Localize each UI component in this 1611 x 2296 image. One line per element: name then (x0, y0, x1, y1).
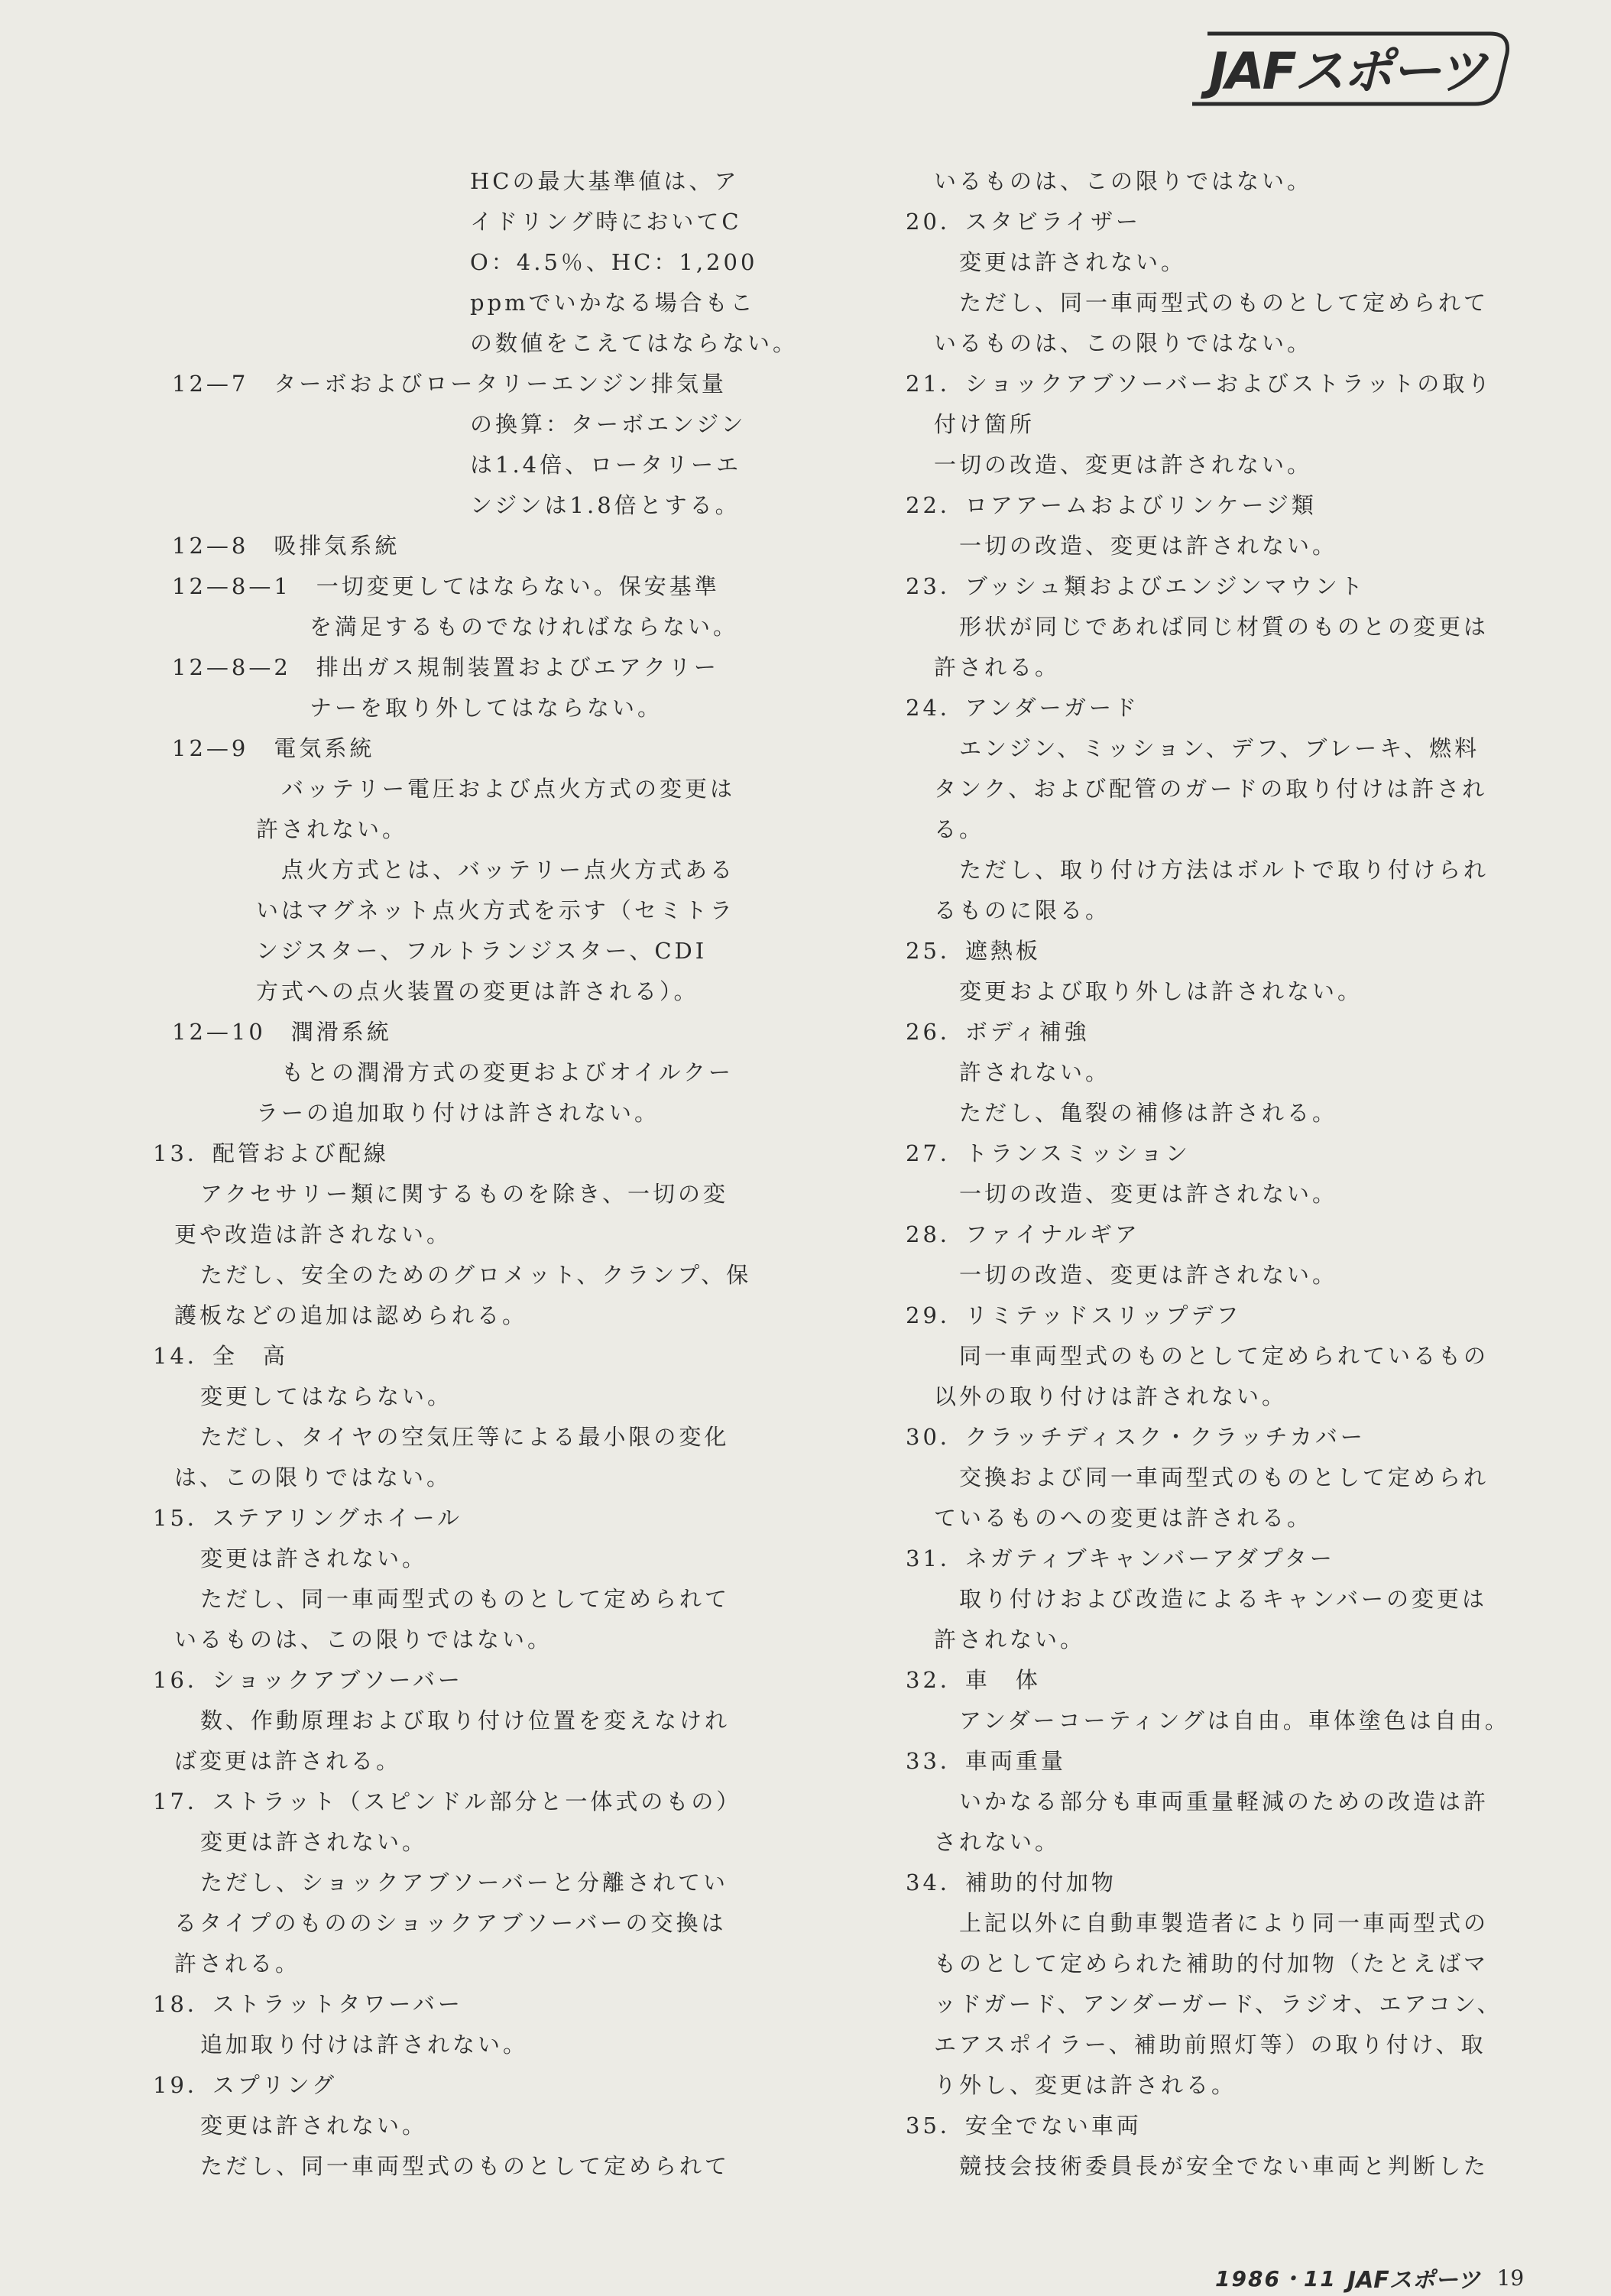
text-line: 25．遮熱板 (906, 938, 1041, 964)
text-line: ただし、同一車両型式のものとして定められて (200, 2153, 731, 2179)
text-line: 30．クラッチディスク・クラッチカバー (906, 1424, 1366, 1450)
text-line: 数、作動原理および取り付け位置を変えなけれ (200, 1707, 731, 1733)
text-line: エンジン、ミッション、デフ、ブレーキ、燃料 (959, 735, 1480, 761)
text-line: いかなる部分も車両重量軽減のための改造は許 (959, 1788, 1489, 1814)
text-line: 付け箇所 (934, 411, 1036, 437)
text-line: ただし、取り付け方法はボルトで取り付けられ (959, 857, 1489, 883)
text-line: 許されない。 (256, 816, 408, 842)
text-line: ば変更は許される。 (174, 1748, 402, 1774)
text-line: は1.4倍、ロータリーエ (470, 452, 742, 478)
text-line: 12—8 吸排気系統 (172, 533, 400, 559)
text-line: 15．ステアリングホイール (153, 1505, 463, 1531)
text-line: 一切の改造、変更は許されない。 (959, 533, 1338, 559)
text-line: ているものへの変更は許される。 (934, 1505, 1313, 1531)
text-line: 29．リミテッドスリップデフ (906, 1302, 1242, 1328)
logo-text: JAFスポーツ (1209, 42, 1486, 101)
text-line: 点火方式とは、バッテリー点火方式ある (281, 857, 736, 883)
text-line: 更や改造は許されない。 (174, 1221, 452, 1247)
text-line: 以外の取り付けは許されない。 (934, 1383, 1288, 1409)
text-line: 変更は許されない。 (200, 2113, 428, 2139)
text-line: 17．ストラット（スピンドル部分と一体式のもの） (153, 1788, 742, 1814)
text-line: いるものは、この限りではない。 (934, 168, 1313, 194)
text-line: 変更してはならない。 (200, 1383, 453, 1409)
text-line: 同一車両型式のものとして定められているもの (959, 1343, 1489, 1369)
text-line: 27．トランスミッション (906, 1140, 1191, 1166)
text-line: 許される。 (934, 654, 1061, 680)
text-line: は、この限りではない。 (174, 1464, 452, 1490)
text-line: ッドガード、アンダーガード、ラジオ、エアコン、 (934, 1991, 1502, 2017)
text-line: HCの最大基準値は、ア (470, 168, 740, 194)
text-line: ppmでいかなる場合もこ (470, 290, 756, 316)
text-line: 16．ショックアブソーバー (153, 1667, 463, 1693)
text-line: 28．ファイナルギア (906, 1221, 1140, 1247)
text-line: 12—9 電気系統 (172, 735, 375, 761)
text-line: 形状が同じであれば同じ材質のものとの変更は (959, 614, 1489, 640)
text-line: 20．スタビライザー (906, 209, 1142, 235)
text-line: 21．ショックアブソーバーおよびストラットの取り (906, 371, 1493, 397)
text-line: されない。 (934, 1829, 1061, 1855)
footer-magazine-name: JAFスポーツ (1347, 2267, 1480, 2294)
text-line: 取り付けおよび改造によるキャンバーの変更は (959, 1586, 1487, 1612)
text-line: 護板などの追加は認められる。 (174, 1302, 528, 1328)
text-line: 追加取り付けは許されない。 (200, 2032, 529, 2058)
text-line: ンジンは1.8倍とする。 (470, 492, 741, 518)
text-line: るものに限る。 (934, 897, 1111, 923)
text-line: 33．車両重量 (906, 1748, 1066, 1774)
text-line: タンク、および配管のガードの取り付けは許され (934, 776, 1488, 802)
text-line: ナーを取り外してはならない。 (310, 695, 663, 721)
text-line: ただし、タイヤの空気圧等による最小限の変化 (200, 1424, 730, 1450)
text-line: 23．ブッシュ類およびエンジンマウント (906, 573, 1366, 599)
text-line: 競技会技術委員長が安全でない車両と判断した (959, 2153, 1489, 2179)
text-line: 13．配管および配線 (153, 1140, 389, 1166)
text-line: 31．ネガティブキャンバーアダプター (906, 1545, 1335, 1571)
text-line: ただし、亀裂の補修は許される。 (959, 1100, 1338, 1126)
text-line: 変更は許されない。 (959, 249, 1187, 275)
text-line: アクセサリー類に関するものを除き、一切の変 (200, 1181, 728, 1207)
text-line: イドリング時においてC (470, 209, 742, 235)
text-line: いはマグネット点火方式を示す（セミトラ (256, 897, 735, 923)
text-line: 変更は許されない。 (200, 1545, 428, 1571)
text-line: いるものは、この限りではない。 (174, 1626, 553, 1652)
text-line: バッテリー電圧および点火方式の変更は (281, 776, 736, 802)
text-line: 18．ストラットタワーバー (153, 1991, 463, 2017)
text-line: 一切の改造、変更は許されない。 (959, 1181, 1338, 1207)
text-line: 32．車 体 (906, 1667, 1041, 1693)
text-line: 26．ボディ補強 (906, 1019, 1090, 1045)
text-line: 19．スプリング (153, 2072, 338, 2098)
text-line: り外し、変更は許される。 (934, 2072, 1237, 2098)
text-line: 許されない。 (934, 1626, 1086, 1652)
text-line: 14．全 高 (153, 1343, 288, 1369)
text-line: 22．ロアアームおよびリンケージ類 (906, 492, 1317, 518)
text-line: 24．アンダーガード (906, 695, 1140, 721)
text-line: 一切の改造、変更は許されない。 (934, 452, 1313, 478)
text-line: 12—8—1 一切変更してはならない。保安基準 (172, 573, 720, 599)
text-line: ものとして定められた補助的付加物（たとえばマ (934, 1951, 1489, 1977)
text-line: 一切の改造、変更は許されない。 (959, 1262, 1338, 1288)
text-line: ただし、同一車両型式のものとして定められて (200, 1586, 731, 1612)
page-number: 19 (1496, 2265, 1525, 2291)
text-line: 12—7 ターボおよびロータリーエンジン排気量 (172, 371, 727, 397)
text-line: 35．安全でない車両 (906, 2113, 1142, 2139)
text-line: ただし、安全のためのグロメット、クランプ、保 (200, 1262, 752, 1288)
text-line: いるものは、この限りではない。 (934, 330, 1313, 356)
text-line: 許される。 (174, 1951, 301, 1977)
text-line: を満足するものでなければならない。 (310, 614, 739, 640)
issue-date: 1986・11 (1215, 2266, 1337, 2291)
text-line: もとの潤滑方式の変更およびオイルクー (281, 1059, 734, 1085)
text-line: の数値をこえてはならない。 (470, 330, 799, 356)
text-line: るタイプのもののショックアブソーバーの交換は (174, 1910, 727, 1936)
page-footer (1215, 2262, 1524, 2293)
text-line: 12—10 潤滑系統 (172, 1019, 392, 1045)
text-line: 変更および取り外しは許されない。 (959, 978, 1363, 1004)
text-line: アンダーコーティングは自由。車体塗色は自由。 (959, 1707, 1510, 1733)
text-line: ただし、同一車両型式のものとして定められて (959, 290, 1489, 316)
text-line: ただし、ショックアブソーバーと分離されてい (200, 1870, 728, 1895)
text-line: る。 (934, 816, 985, 842)
text-line: 12—8—2 排出ガス規制装置およびエアクリー (172, 654, 719, 680)
text-line: 変更は許されない。 (200, 1829, 428, 1855)
text-line: 交換および同一車両型式のものとして定められ (959, 1464, 1489, 1490)
text-line: 34．補助的付加物 (906, 1870, 1117, 1895)
text-line: の換算：ターボエンジン (470, 411, 747, 437)
text-line: 方式への点火装置の変更は許される）。 (256, 978, 699, 1004)
text-line: ラーの追加取り付けは許されない。 (256, 1100, 660, 1126)
text-line: 上記以外に自動車製造者により同一車両型式の (959, 1910, 1489, 1936)
text-line: ンジスター、フルトランジスター、CDI (256, 938, 708, 964)
text-line: O：4.5％、HC：1,200 (470, 249, 758, 275)
text-line: エアスポイラー、補助前照灯等）の取り付け、取 (934, 2032, 1486, 2058)
text-line: 許されない。 (959, 1059, 1111, 1085)
